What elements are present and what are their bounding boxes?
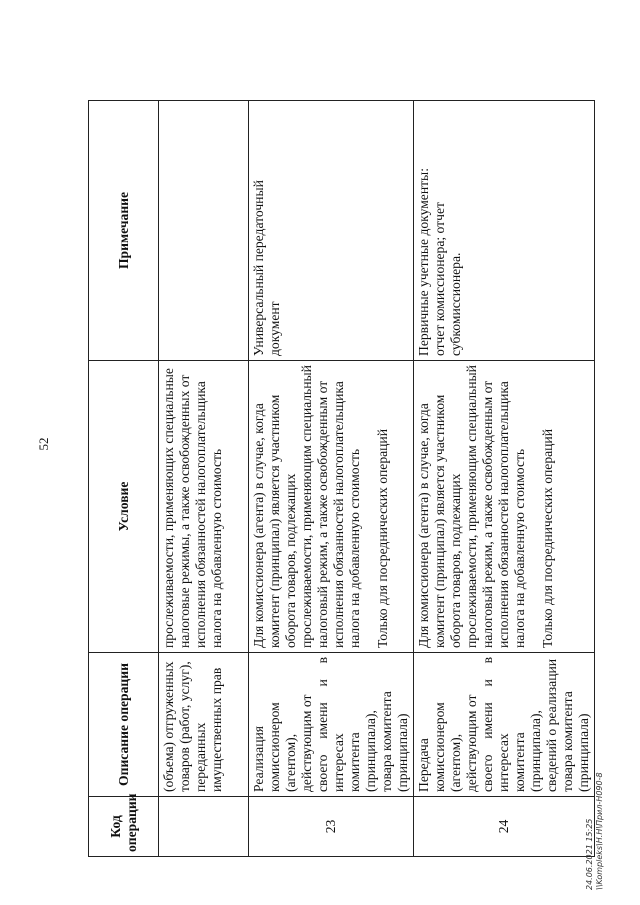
text-line: своего имени и в интересах [480,657,511,792]
document-stamp [585,750,605,890]
text-line: оборота товаров, подлежащих [448,473,463,648]
text-line: налога на добавленную стоимость [347,448,362,648]
stamp-date: 24.06.2021 15:25 [585,818,594,890]
text-line: прослеживаемости, применяющих специальные [161,368,176,648]
text-line: документ [267,301,282,356]
row-condition [249,361,414,653]
text-line: прослеживаемости, применяющим специальный [464,365,479,648]
text-line: Передача комиссионером [416,702,447,792]
text-line: комитента (принципала), [512,710,543,792]
text-line: налоговые режимы, а также освобожденных от [177,374,192,648]
text-line: комитент (принципал) является участником [432,394,447,648]
text-line: Только для посреднических операций [375,429,390,648]
row-code [159,797,249,857]
stamp-path: \\Kompleks\Н.Н\Прил-Н090-8 [595,772,604,890]
text-line: сведений о реализации [544,658,559,792]
text-line: налога на добавленную стоимость [209,448,224,648]
text-line: (объема) отгруженных [161,661,176,792]
text-line: исполнения обязанностей налогоплательщика [496,381,511,648]
text-line: Универсальный передаточный [251,180,266,356]
table-row [414,101,595,857]
text-line: Первичные учетные документы: [416,168,431,356]
text-line: субкомиссионера. [448,252,463,356]
text-line: (принципала) [576,713,591,792]
header-note: Примечание [89,101,159,361]
text-line: (принципала) [395,713,410,792]
row-condition [414,361,595,653]
text-line: (агентом), действующим от [448,694,479,792]
text-line: исполнения обязанностей налогоплательщика [331,381,346,648]
row-code: 24 [414,797,595,857]
text-line: товаров (работ, услуг), [177,661,192,792]
text-line: комитент (принципал) является участником [267,394,282,648]
text-line: своего имени и в интересах [315,657,346,792]
text-line: Для комиссионера (агента) в случае, когда [251,403,266,648]
page-number: 52 [36,437,51,451]
row-description [159,653,249,797]
header-condition: Условие [89,361,159,653]
text-line: налоговый режим, а также освобожденным от [480,380,495,648]
text-line: исполнения обязанностей налогоплательщика [193,381,208,648]
header-description: Описание операции [89,653,159,797]
row-description [414,653,595,797]
text-line: налоговый режим, а также освобожденным от [315,380,330,648]
row-code: 23 [249,797,414,857]
row-description [249,653,414,797]
row-condition [159,361,249,653]
rotated-table-container [88,101,591,857]
text-line: имущественных прав [209,667,224,792]
text-line: отчет комиссионера; отчет [432,202,447,356]
header-code: Код операции [89,797,159,857]
text-line: (агентом), действующим от [283,694,314,792]
text-line: Только для посреднических операций [540,429,555,648]
text-line: Для комиссионера (агента) в случае, когда [416,403,431,648]
table-row [249,101,414,857]
text-line: товара комитента [379,691,394,792]
operations-table [88,100,595,857]
row-note [159,101,249,361]
text-line: оборота товаров, подлежащих [283,473,298,648]
table-header-row [89,101,159,857]
text-line: налога на добавленную стоимость [512,448,527,648]
text-line: Реализация комиссионером [251,702,282,792]
row-note [249,101,414,361]
table-row [159,101,249,857]
row-note [414,101,595,361]
text-line: товара комитента [560,691,575,792]
text-line: прослеживаемости, применяющим специальный [299,365,314,648]
text-line: переданных [193,722,208,792]
text-line: комитента (принципала), [347,710,378,792]
